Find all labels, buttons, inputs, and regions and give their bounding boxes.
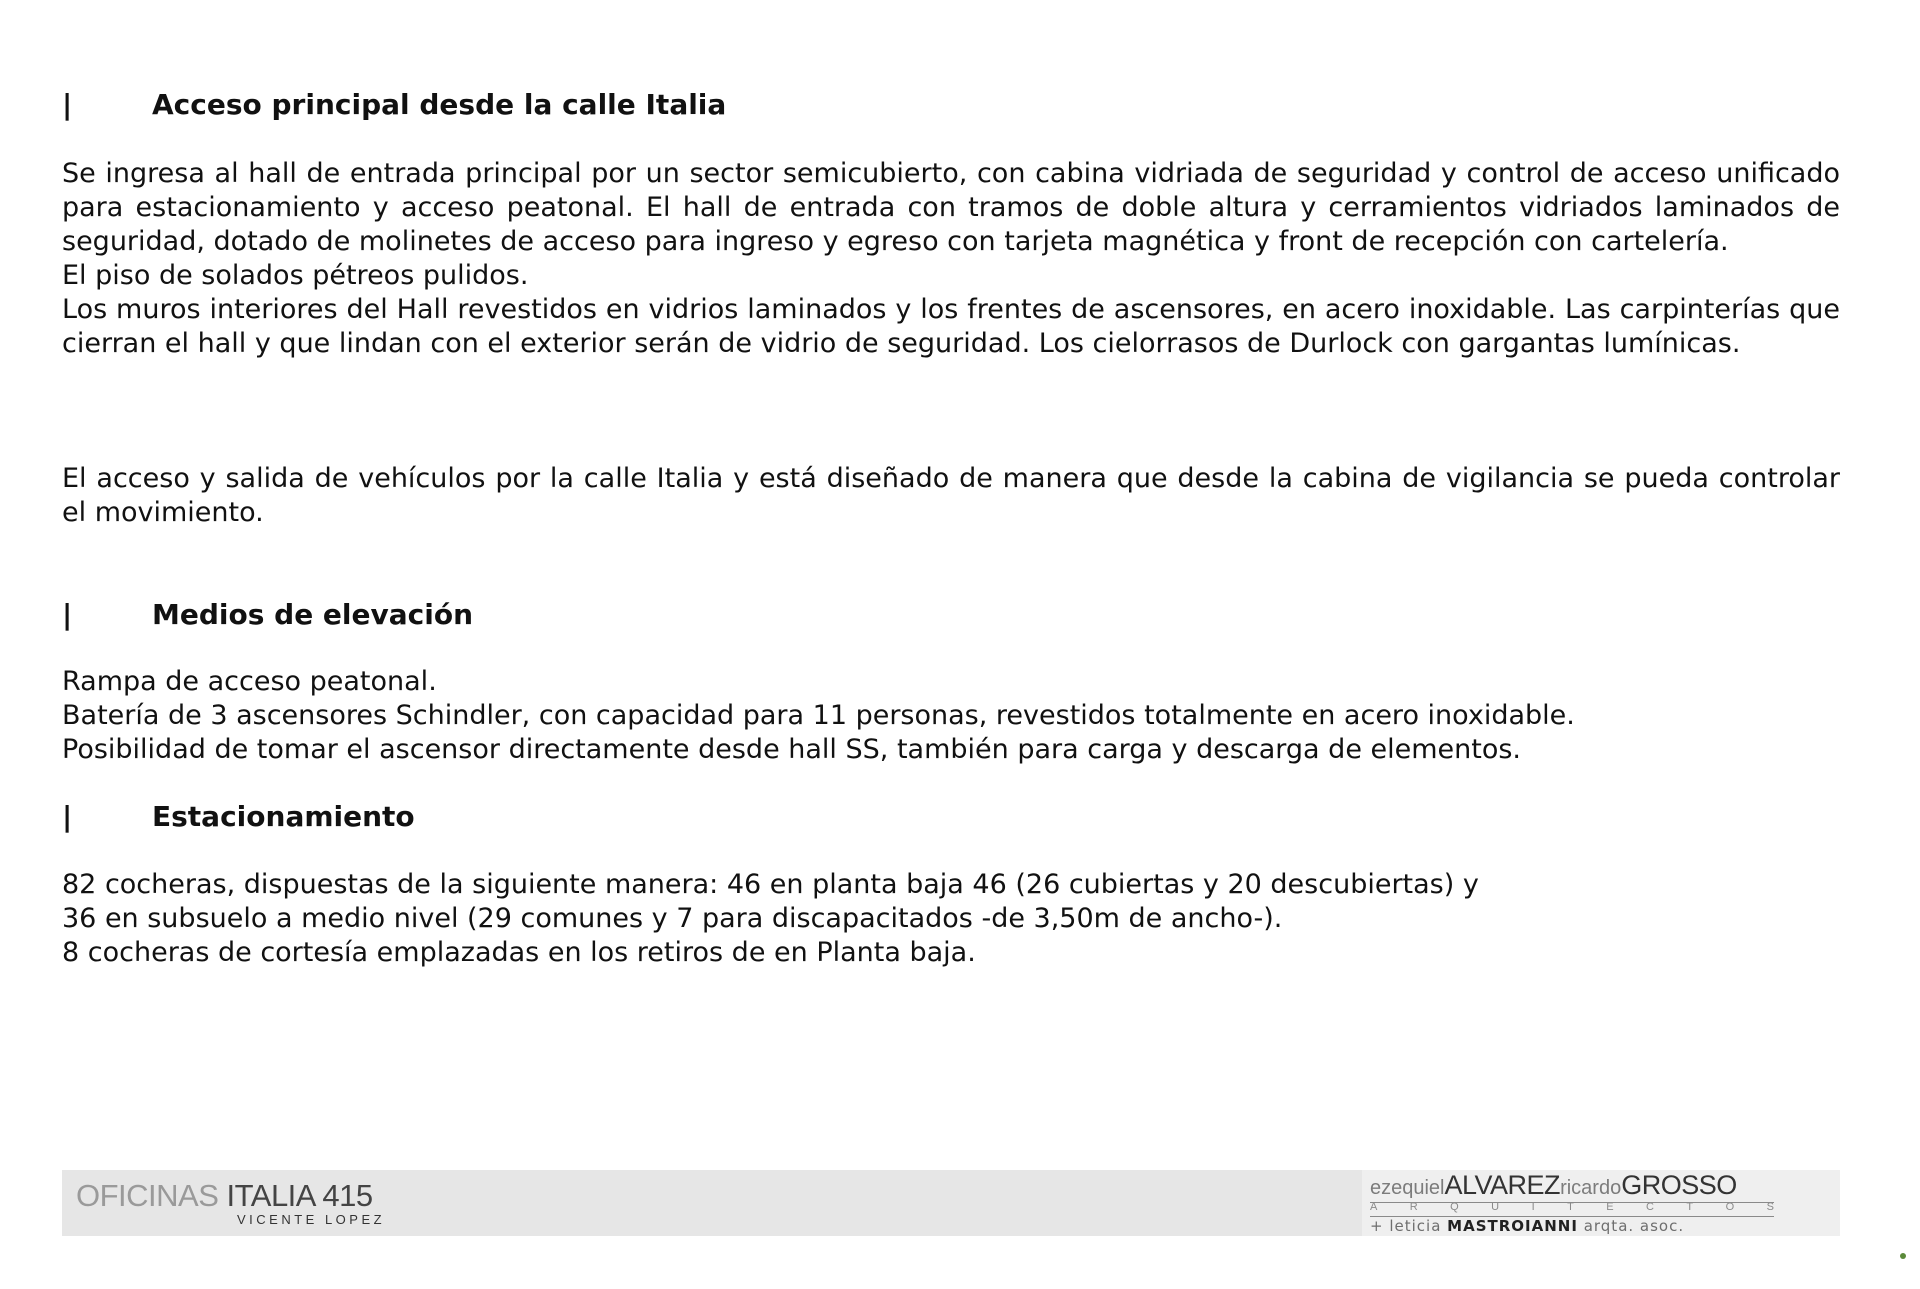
- brand-strong-text: ITALIA 415: [226, 1178, 373, 1213]
- logo-letter: O: [1725, 1201, 1735, 1213]
- logo-letter: T: [1567, 1201, 1574, 1213]
- brand-light-text: OFICINAS: [76, 1178, 227, 1213]
- logo-surname1: ALVAREZ: [1444, 1170, 1561, 1200]
- logo-letter: S: [1766, 1201, 1774, 1213]
- section-body-elevacion: [62, 665, 1840, 767]
- section-body-acceso: [62, 157, 1840, 361]
- architects-logo: [1362, 1170, 1840, 1236]
- logo-name1: ezequiel: [1370, 1177, 1445, 1199]
- logo-name2: ricardo: [1560, 1177, 1622, 1199]
- logo-profession: [1370, 1201, 1774, 1213]
- brand-location: VICENTE LOPEZ: [237, 1212, 386, 1227]
- paragraph: El piso de solados pétreos pulidos.: [62, 260, 529, 291]
- logo-letter: U: [1491, 1201, 1500, 1213]
- paragraph: 36 en subsuelo a medio nivel (29 comunes y 7 para discapacitados -de 3,50m de ancho-).: [62, 903, 1283, 934]
- section-heading-estacionamiento: [62, 800, 415, 833]
- paragraph: Posibilidad de tomar el ascensor directamente desde hall SS, también para carga y descarga de elementos.: [62, 734, 1522, 765]
- logo-letter: T: [1686, 1201, 1694, 1213]
- project-brand: [76, 1178, 373, 1214]
- section-heading-elevacion: [62, 598, 473, 631]
- section-body-acceso-vehiculos: [62, 462, 1840, 530]
- associate-suffix: arqta. asoc.: [1577, 1217, 1685, 1235]
- paragraph: Rampa de acceso peatonal.: [62, 666, 437, 697]
- logo-letter: E: [1606, 1201, 1614, 1213]
- section-title: Estacionamiento: [152, 800, 415, 833]
- section-heading-acceso: [62, 88, 726, 121]
- associate-prefix: + leticia: [1370, 1217, 1448, 1235]
- footer-band: [62, 1170, 1840, 1236]
- architects-names: [1370, 1170, 1737, 1201]
- section-marker: |: [62, 598, 73, 631]
- paragraph: Batería de 3 ascensores Schindler, con capacidad para 11 personas, revestidos totalmente en acero inoxidable.: [62, 700, 1575, 731]
- logo-letter: R: [1409, 1201, 1418, 1213]
- logo-letter: I: [1531, 1201, 1535, 1213]
- paragraph: 82 cocheras, dispuestas de la siguiente manera: 46 en planta baja 46 (26 cubiertas y 20 descubiertas) y: [62, 869, 1479, 900]
- page-dot-marker: [1900, 1253, 1906, 1259]
- paragraph: Se ingresa al hall de entrada principal por un sector semicubierto, con cabina vidriada de seguridad y control de acceso unificado para estacionamiento y acceso peatonal. El hall de entrada con tramos de doble altura y cerramientos vidriados laminados de seguridad, dotado de molinetes de acceso para ingreso y egreso con tarjeta magnética y front de recepción con cartelería.: [62, 158, 1840, 257]
- section-marker: |: [62, 88, 73, 121]
- paragraph: Los muros interiores del Hall revestidos en vidrios laminados y los frentes de ascensores, en acero inoxidable. Las carpinterías que cierran el hall y que lindan con el exterior serán de vidrio de seguridad. Los cielorrasos de Durlock con gargantas lumínicas.: [62, 294, 1840, 359]
- logo-letter: C: [1646, 1201, 1654, 1213]
- paragraph: El acceso y salida de vehículos por la calle Italia y está diseñado de manera que desde la cabina de vigilancia se pueda controlar el movimiento.: [62, 463, 1840, 528]
- logo-letter: A: [1370, 1201, 1378, 1213]
- paragraph: 8 cocheras de cortesía emplazadas en los retiros de en Planta baja.: [62, 937, 976, 968]
- section-title: Acceso principal desde la calle Italia: [152, 88, 727, 121]
- logo-letter: Q: [1450, 1201, 1459, 1213]
- section-body-estacionamiento: [62, 868, 1840, 970]
- logo-surname2: GROSSO: [1621, 1170, 1737, 1200]
- section-title: Medios de elevación: [152, 598, 474, 631]
- logo-associate: [1370, 1217, 1684, 1235]
- associate-name: MASTROIANNI: [1447, 1217, 1578, 1235]
- section-marker: |: [62, 800, 73, 833]
